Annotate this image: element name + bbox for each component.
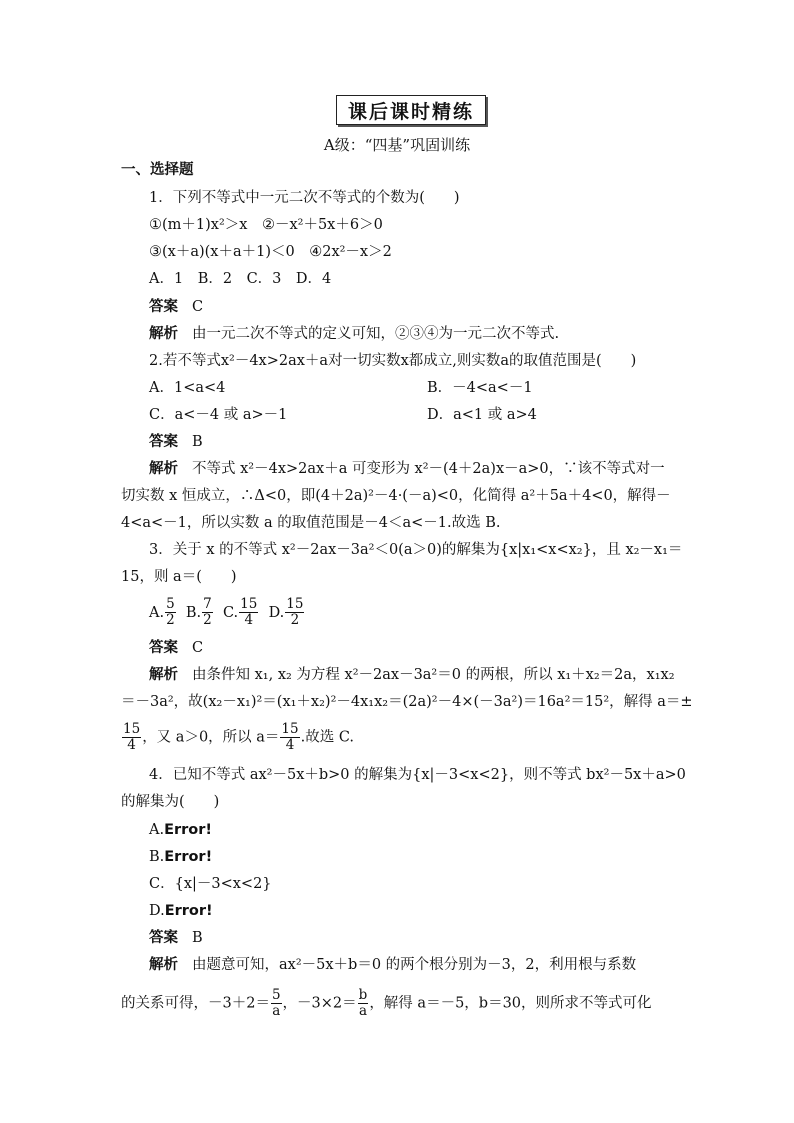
page-title: 课后课时精练	[336, 95, 486, 125]
q2-choice-b: B．－4<a<－1	[427, 380, 533, 396]
analysis-text: 不等式 x²－4x>2ax＋a 可变形为 x²－(4＋2a)x－a>0，∵该不等式对一	[192, 461, 665, 477]
q4-answer	[149, 928, 203, 948]
analysis-label: 解析	[149, 461, 178, 477]
q4-choice-d: D.Error!	[149, 903, 213, 919]
q2-answer	[149, 432, 203, 452]
q3-choice-b: B. $\frac{7}{2}$	[185, 596, 212, 628]
analysis-label: 解析	[149, 957, 178, 973]
q2-analysis-line2: 切实数 x 恒成立，∴Δ<0，即(4＋2a)²－4·(－a)<0，化简得 a²＋5a＋4<0，解得－	[121, 488, 671, 504]
q1-analysis	[149, 324, 559, 344]
q1-answer	[149, 297, 203, 317]
answer-value: C	[192, 299, 204, 315]
q3-analysis-line2: ＝－3a²，故(x₂－x₁)²＝(x₁＋x₂)²－4x₁x₂＝(2a)²－4×(－3a²)＝16a²＝15²，解得 a＝±	[121, 694, 693, 710]
q3-choice-a: A. $\frac{5}{2}$	[149, 596, 175, 628]
answer-value: C	[192, 640, 204, 656]
q2-analysis-line1	[149, 459, 665, 479]
q2-analysis-line3: 4<a<－1，所以实数 a 的取值范围是－4＜a<－1.故选 B.	[121, 515, 501, 531]
answer-label: 答案	[149, 299, 178, 315]
q1-options-line2: ③(x＋a)(x＋a＋1)＜0 ④2x²－x＞2	[149, 244, 392, 260]
analysis-label: 解析	[149, 667, 178, 683]
analysis-text: 由题意可知，ax²－5x＋b＝0 的两个根分别为－3，2，利用根与系数	[192, 957, 637, 973]
analysis-text: 由一元二次不等式的定义可知，②③④为一元二次不等式.	[192, 326, 560, 342]
q3-stem-line2: 15，则 a＝( )	[121, 569, 237, 585]
answer-label: 答案	[149, 930, 178, 946]
answer-label: 答案	[149, 640, 178, 656]
answer-label: 答案	[149, 434, 178, 450]
answer-value: B	[192, 434, 203, 450]
q2-choice-d: D．a<1 或 a>4	[427, 407, 537, 423]
section-heading: 一、选择题	[121, 162, 194, 178]
q2-choice-a: A．1<a<4	[149, 380, 226, 396]
q3-analysis-line1	[149, 665, 675, 685]
q3-stem-line1: 3．关于 x 的不等式 x²－2ax－3a²＜0(a＞0)的解集为{x|x₁<x<x₂}，且 x₂－x₁＝	[149, 542, 683, 558]
q1-choices: A．1 B．2 C．3 D．4	[149, 271, 332, 287]
q2-stem: 2.若不等式x²－4x>2ax＋a对一切实数x都成立,则实数a的取值范围是( )	[149, 353, 637, 369]
q4-stem-line2: 的解集为( )	[121, 794, 220, 810]
q2-choice-c: C．a<－4 或 a>－1	[149, 407, 288, 423]
q4-stem-line1: 4．已知不等式 ax²－5x＋b>0 的解集为{x|－3<x<2}，则不等式 bx²－5x＋a>0	[149, 767, 686, 783]
q4-choice-c: C．{x|－3<x<2}	[149, 876, 272, 892]
page-subtitle: A级：“四基”巩固训练	[323, 136, 471, 154]
q4-analysis-line2: 的关系可得，－3＋2＝ $\frac{5}{a}$ ，－3×2＝ $\frac{b}{a}$ ，解得 a＝－5，b＝30，则所求不等式可化	[121, 987, 652, 1019]
analysis-label: 解析	[149, 326, 178, 342]
q3-answer	[149, 638, 203, 658]
q3-choice-c: C. $\frac{15}{4}$	[222, 596, 258, 628]
q3-choice-d: D. $\frac{15}{2}$	[268, 596, 304, 628]
q3-analysis-line3: $\frac{15}{4}$ ，又 a＞0，所以 a＝ $\frac{15}{4}$ .故选 C.	[123, 721, 355, 753]
q1-stem: 1．下列不等式中一元二次不等式的个数为( )	[149, 190, 460, 206]
answer-value: B	[192, 930, 203, 946]
q3-choices	[149, 597, 305, 628]
q4-analysis-line1	[149, 955, 636, 975]
q4-choice-b: B.Error!	[149, 849, 213, 865]
q1-options-line1: ①(m＋1)x²＞x ②－x²＋5x＋6＞0	[149, 217, 383, 233]
analysis-text: 由条件知 x₁, x₂ 为方程 x²－2ax－3a²＝0 的两根，所以 x₁＋x₂＝2a，x₁x₂	[192, 667, 675, 683]
q4-choice-a: A.Error!	[149, 822, 213, 838]
